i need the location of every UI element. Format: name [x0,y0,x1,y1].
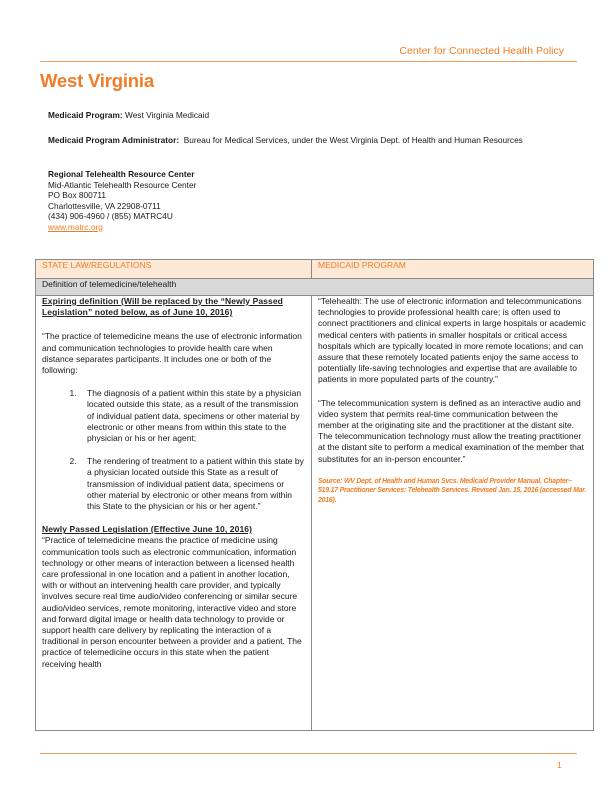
resource-center-po-box: PO Box 800711 [48,190,106,200]
state-law-cell [36,296,312,731]
telecommunication-system-definition: “The telecommunication system is defined as an interactive audio and video system that permits real-time communication between the member at the originating site and the practitioner at the distant site. The telecommunication technology must allow the treating practitioner at the distant site to perform a medical examination of the member that substitutes for an in-person encounter.” [318,397,584,464]
medicaid-admin-line [48,135,528,146]
footer-divider [40,753,577,754]
section-title: Definition of telemedicine/telehealth [36,279,594,296]
list-item: 2. The rendering of treatment to a patient within this state by a physician located outside this State as a result of transmission of individual patient data, specimens or other material by electronic or other means from within this State to the physician or his or her agent.” [79,456,305,512]
telehealth-definition: “Telehealth: The use of electronic information and telecommunications technologies to provide professional health care; is often used to connect practitioners and clinical experts in large hospitals or academic medical centers with patients in smaller hospitals or critical access hospitals which are typically located in more remote locations; and can assure that these remotely located patients enjoy the same access to potentially life-saving technologies and expertise that are available to patients in more populated parts of the country.” [318,296,586,385]
resource-center-label: Regional Telehealth Resource Center [48,169,195,179]
policy-table [35,259,594,731]
section-row [36,279,594,296]
page-number: 1 [557,760,562,770]
resource-center-website-link[interactable]: www.matrc.org [48,221,103,232]
medicaid-program-line [48,110,548,121]
column-header-state-law: STATE LAW/REGULATIONS [36,260,312,279]
source-citation: Source: WV Dept. of Health and Human Svcs. Medicaid Provider Manual, Chapter–519.17 Practitioner Services: Telehealth Services. Revised Jan. 15, 2016 (accessed Mar. 2016). [318,477,587,504]
table-header-row [36,260,594,279]
expiring-definition-intro: “The practice of telemedicine means the use of electronic information and communication technologies to provide health care when distance separates participants. It includes one or both of the following: [42,331,302,376]
column-header-medicaid: MEDICAID PROGRAM [312,260,594,279]
resource-center-name: Mid-Atlantic Telehealth Resource Center [48,179,197,190]
medicaid-cell [312,296,594,731]
list-item: 1. The diagnosis of a patient within this state by a physician located outside this state, as a result of the transmission of individual patient data, specimens or other material by electronic or other means from within this state to the physician or his or her agent; [79,388,305,444]
medicaid-admin-label: Medicaid Program Administrator: [48,135,180,145]
expiring-definition-heading: Expiring definition (Will be replaced by the “Newly Passed Legislation” noted below, as of June 10, 2016) [42,296,283,318]
definition-list [42,388,305,512]
table-row [36,296,594,731]
header-divider [40,61,577,62]
new-legislation-text: “Practice of telemedicine means the practice of medicine using communication tools such as electronic communication, information technology or other means of interaction between a licensed health care professional in one location and a patient in another location, with or without an intervening health care provider, and typically involves secure real time audio/video conferencing or similar secure audio/video services, remote monitoring, interactive video and store and forward digital image or health data technology to provide or support health care delivery by replicating the interaction of a traditional in person encounter between a provider and a patient. The practice of telemedicine occurs in this state when the patient receiving health [42,535,302,669]
medicaid-admin-value: Bureau for Medical Services, under the West Virginia Dept. of Health and Human Resources [183,135,523,145]
resource-center-city: Charlottesville, VA 22908-0711 [48,200,161,211]
medicaid-program-label: Medicaid Program: [48,110,123,120]
medicaid-program-value: West Virginia Medicaid [125,110,210,120]
page-title: West Virginia [40,70,154,91]
resource-center-phone: (434) 906-4960 / (855) MATRC4U [48,211,173,221]
new-legislation-heading: Newly Passed Legislation (Effective June 10, 2016) [42,524,253,535]
header-org-name: Center for Connected Health Policy [399,45,564,57]
resource-center-block [48,169,548,232]
